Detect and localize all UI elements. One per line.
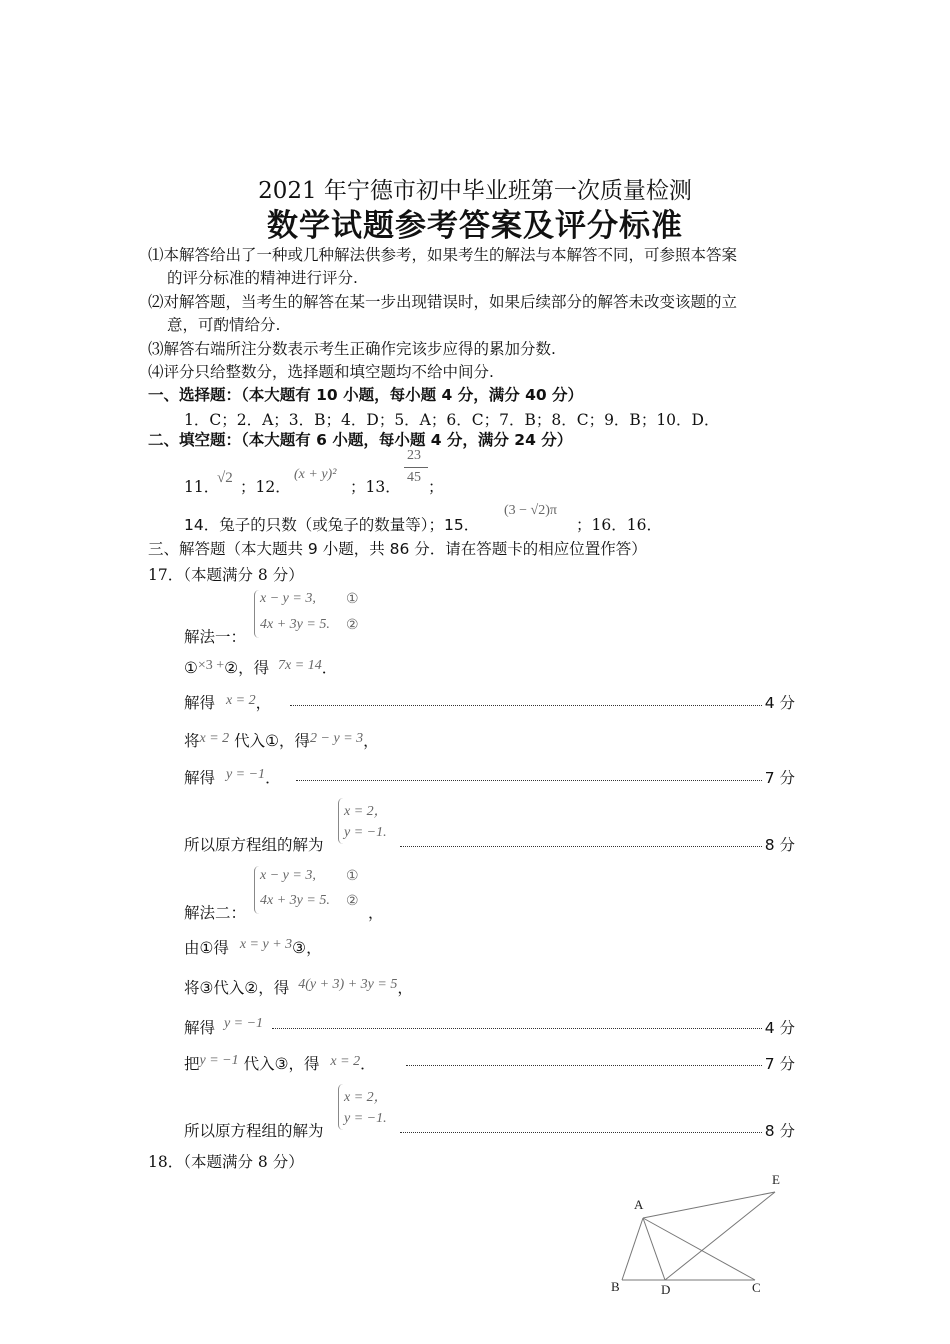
q17-m2-s2eq: 4(y + 3) + 3y = 5	[298, 977, 398, 992]
q11-answer: √2	[217, 470, 233, 486]
q17-m2-eq1-mark: ①	[346, 869, 359, 884]
q17-m2-s1eq: x = y + 3	[239, 937, 293, 952]
q17-m2-s2a: 将③代入②，得	[184, 979, 290, 997]
q17-m1-step4	[184, 766, 281, 788]
q17-m2-eq1: x − y = 3,	[260, 868, 316, 883]
q16-label: ；16．16．	[576, 516, 662, 534]
note-2-line2: 意，可酌情给分.	[167, 316, 281, 334]
q17-method2-end: ，	[368, 904, 384, 922]
q17-m1-s3end: ，	[363, 732, 379, 750]
q17-m2-s3-score: 4 分	[764, 1019, 795, 1037]
q17-m1-s1end: ．	[321, 659, 338, 677]
q17-m2-s1end: ③，	[292, 939, 322, 957]
q17-m2-s1a: 由①得	[184, 939, 229, 957]
q17-m2-step4	[184, 1052, 376, 1074]
leader-dots	[406, 1065, 762, 1066]
q17-m2-system-brace	[254, 866, 259, 914]
point-label-C: C	[752, 1280, 761, 1295]
q11-label: 11．	[184, 478, 220, 496]
note-1-line2: 的评分标准的精神进行评分.	[167, 269, 358, 287]
q17-m2-sol1: x = 2，	[344, 1090, 388, 1105]
q17-m2-s3eq: y = −1	[223, 1016, 264, 1031]
q17-m1-s5-score: 8 分	[764, 836, 795, 854]
leader-dots	[400, 1132, 762, 1133]
q17-m1-s2-score: 4 分	[764, 694, 795, 712]
note-4: ⑷评分只给整数分，选择题和填空题均不给中间分.	[148, 363, 494, 381]
q17-method2-label: 解法二：	[184, 904, 247, 922]
q17-m1-s4a: 解得	[184, 769, 216, 787]
leader-dots	[272, 1028, 762, 1029]
document-title: 2021 年宁德市初中毕业班第一次质量检测	[258, 178, 692, 204]
point-label-B: B	[611, 1279, 620, 1294]
q18-label: 18．（本题满分 8 分）	[148, 1153, 304, 1171]
q17-m1-s3a: 将	[184, 732, 200, 750]
q17-m2-step3	[184, 1016, 263, 1038]
q17-m2-s2end: ，	[397, 979, 413, 997]
q17-m2-s3a: 解得	[184, 1019, 216, 1037]
q17-m1-s3eq: x = 2	[199, 731, 230, 746]
q17-m2-s4eq2: x = 2	[330, 1054, 361, 1069]
q17-m1-solution-brace	[338, 798, 343, 844]
q17-m1-s3b: 代入①，得	[234, 732, 311, 750]
q17-m1-s1a: ①	[184, 659, 198, 677]
section1-answers: 1．C；2．A；3．B；4．D；5．A；6．C；7．B；8．C；9．B；10．D．	[184, 411, 720, 429]
q13-fraction-bar	[404, 467, 428, 468]
q17-m1-step1	[184, 656, 337, 678]
q17-system-brace	[254, 590, 259, 638]
leader-dots	[290, 705, 762, 706]
q13-label: ；13．	[350, 478, 401, 496]
q17-m2-s5-score: 8 分	[764, 1122, 795, 1140]
q17-eq2: 4x + 3y = 5.	[260, 617, 330, 632]
q17-m1-sol2: y = −1.	[344, 825, 387, 840]
section1-heading: 一、选择题：（本大题有 10 小题，每小题 4 分，满分 40 分）	[148, 386, 584, 404]
q18-geometry-figure	[600, 1165, 810, 1305]
point-label-A: A	[634, 1197, 644, 1212]
segment-AB	[622, 1218, 643, 1280]
q17-m2-eq2: 4x + 3y = 5.	[260, 893, 330, 908]
q17-m1-step2	[184, 691, 271, 713]
q17-m1-s2end: ，	[255, 694, 272, 712]
q17-m1-s1eq: 7x = 14	[278, 658, 322, 673]
q17-eq1: x − y = 3,	[260, 591, 316, 606]
q17-m2-s4eq: y = −1	[199, 1053, 239, 1068]
q14-q15-label: 14．兔子的只数（或兔子的数量等）；15．	[184, 516, 480, 534]
q17-m1-s5a: 所以原方程组的解为	[184, 836, 324, 854]
q17-m1-s3eq2: 2 − y = 3	[310, 731, 364, 746]
q17-m2-s4-score: 7 分	[764, 1055, 795, 1073]
section2-heading: 二、填空题：（本大题有 6 小题，每小题 4 分，满分 24 分）	[148, 431, 573, 449]
q17-m2-solution-brace	[338, 1084, 343, 1130]
q17-eq2-mark: ②	[346, 618, 359, 633]
q17-m1-s1b: ②，得	[224, 659, 270, 677]
note-1-line1: ⑴本解答给出了一种或几种解法供参考，如果考生的解法与本解答不同，可参照本答案	[148, 246, 738, 264]
point-label-E: E	[772, 1172, 780, 1187]
segment-AE	[643, 1192, 775, 1218]
q17-m2-s5a: 所以原方程组的解为	[184, 1122, 324, 1140]
q17-m1-s4end: ．	[265, 769, 281, 787]
q13-denominator: 45	[407, 470, 421, 485]
note-2-line1: ⑵对解答题，当考生的解答在某一步出现错误时，如果后续部分的解答未改变该题的立	[148, 293, 738, 311]
q17-label: 17．（本题满分 8 分）	[148, 566, 304, 584]
q17-m2-step2	[184, 976, 413, 998]
q17-m1-s2a: 解得	[184, 694, 216, 712]
segment-AD	[643, 1218, 665, 1280]
q12-label: ；12．	[240, 478, 291, 496]
note-3: ⑶解答右端所注分数表示考生正确作完该步应得的累加分数.	[148, 340, 556, 358]
point-label-D: D	[661, 1282, 671, 1297]
q17-m2-eq2-mark: ②	[346, 894, 359, 909]
q15-answer: (3 − √2)π	[504, 503, 557, 518]
q17-m2-s4a: 把	[184, 1055, 200, 1073]
q17-m1-s1op: ×3 +	[197, 658, 225, 673]
q17-m1-s4eq: y = −1	[225, 767, 266, 782]
q13-numerator: 23	[407, 448, 421, 463]
q17-m2-step1	[184, 936, 322, 958]
segment-AC	[643, 1218, 755, 1280]
q12-answer: (x + y)²	[294, 467, 337, 482]
leader-dots	[400, 846, 762, 847]
section3-heading-text: 三、解答题（本大题共 9 小题，共 86 分．请在答题卡的相应位置作答）	[148, 540, 647, 558]
segment-DE	[665, 1192, 775, 1280]
q17-m1-s2eq: x = 2	[225, 693, 256, 708]
q13-end: ；	[428, 478, 444, 496]
q17-m1-step3	[184, 729, 379, 751]
document-subtitle: 数学试题参考答案及评分标准	[267, 208, 683, 244]
q17-m1-sol1: x = 2，	[344, 804, 388, 819]
q17-m2-s4b: 代入③，得	[243, 1055, 320, 1073]
leader-dots	[296, 780, 762, 781]
q17-method1-label: 解法一：	[184, 628, 247, 646]
q17-m2-s4end: ．	[360, 1055, 376, 1073]
q17-eq1-mark: ①	[346, 592, 359, 607]
q17-m1-s4-score: 7 分	[764, 769, 795, 787]
section3-heading	[148, 537, 647, 559]
q17-m2-sol2: y = −1.	[344, 1111, 387, 1126]
